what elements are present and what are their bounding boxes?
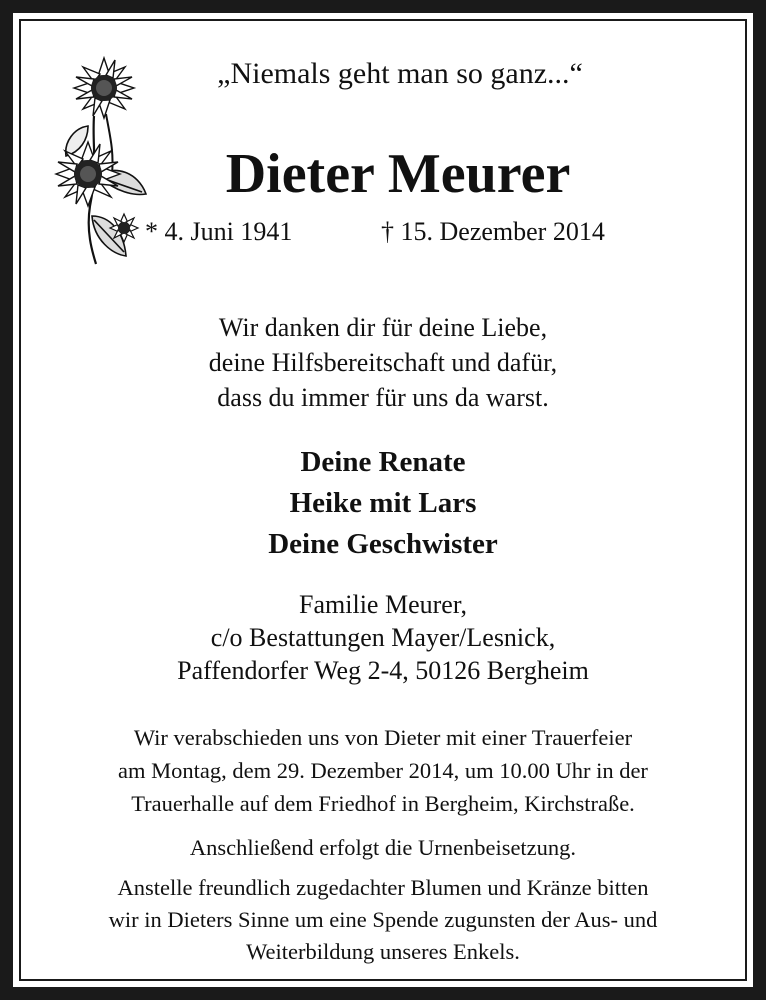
- ceremony-line: Wir verabschieden uns von Dieter mit einer Trauerfeier: [133, 725, 633, 750]
- life-dates: [145, 214, 645, 250]
- verse-line: Wir danken dir für deine Liebe,: [218, 313, 548, 342]
- contact-address: [30, 588, 736, 687]
- mourner: Deine Renate: [300, 446, 466, 478]
- death-date: † 15. Dezember 2014: [381, 217, 605, 246]
- verse-line: dass du immer für uns da warst.: [217, 383, 549, 412]
- address-line: c/o Bestattungen Mayer/Lesnick,: [210, 623, 556, 652]
- address-line: Familie Meurer,: [299, 590, 467, 619]
- birth-date: * 4. Juni 1941: [145, 217, 293, 246]
- verse-line: deine Hilfsbereitschaft und dafür,: [208, 348, 558, 377]
- thanks-verse: [30, 310, 736, 415]
- quote: „Niemals geht man so ganz...“: [217, 57, 583, 90]
- mourners-list: [30, 442, 736, 565]
- donation-request: [30, 872, 736, 968]
- donation-line: Weiterbildung unseres Enkels.: [246, 939, 520, 964]
- deceased-name: Dieter Meurer: [225, 143, 571, 205]
- ceremony-line: Trauerhalle auf dem Friedhof in Bergheim, Kirchstraße.: [131, 791, 635, 816]
- mourner: Heike mit Lars: [289, 487, 477, 519]
- ceremony-info: [30, 721, 736, 820]
- mourner: Deine Geschwister: [268, 528, 498, 560]
- address-line: Paffendorfer Weg 2-4, 50126 Bergheim: [177, 656, 589, 685]
- ceremony-line: am Montag, dem 29. Dezember 2014, um 10.00 Uhr in der: [118, 758, 648, 783]
- donation-line: Anstelle freundlich zugedachter Blumen und Kränze bitten: [117, 875, 649, 900]
- donation-line: wir in Dieters Sinne um eine Spende zugunsten der Aus- und: [108, 907, 658, 932]
- urn-burial-note: Anschließend erfolgt die Urnenbeisetzung.: [189, 835, 577, 860]
